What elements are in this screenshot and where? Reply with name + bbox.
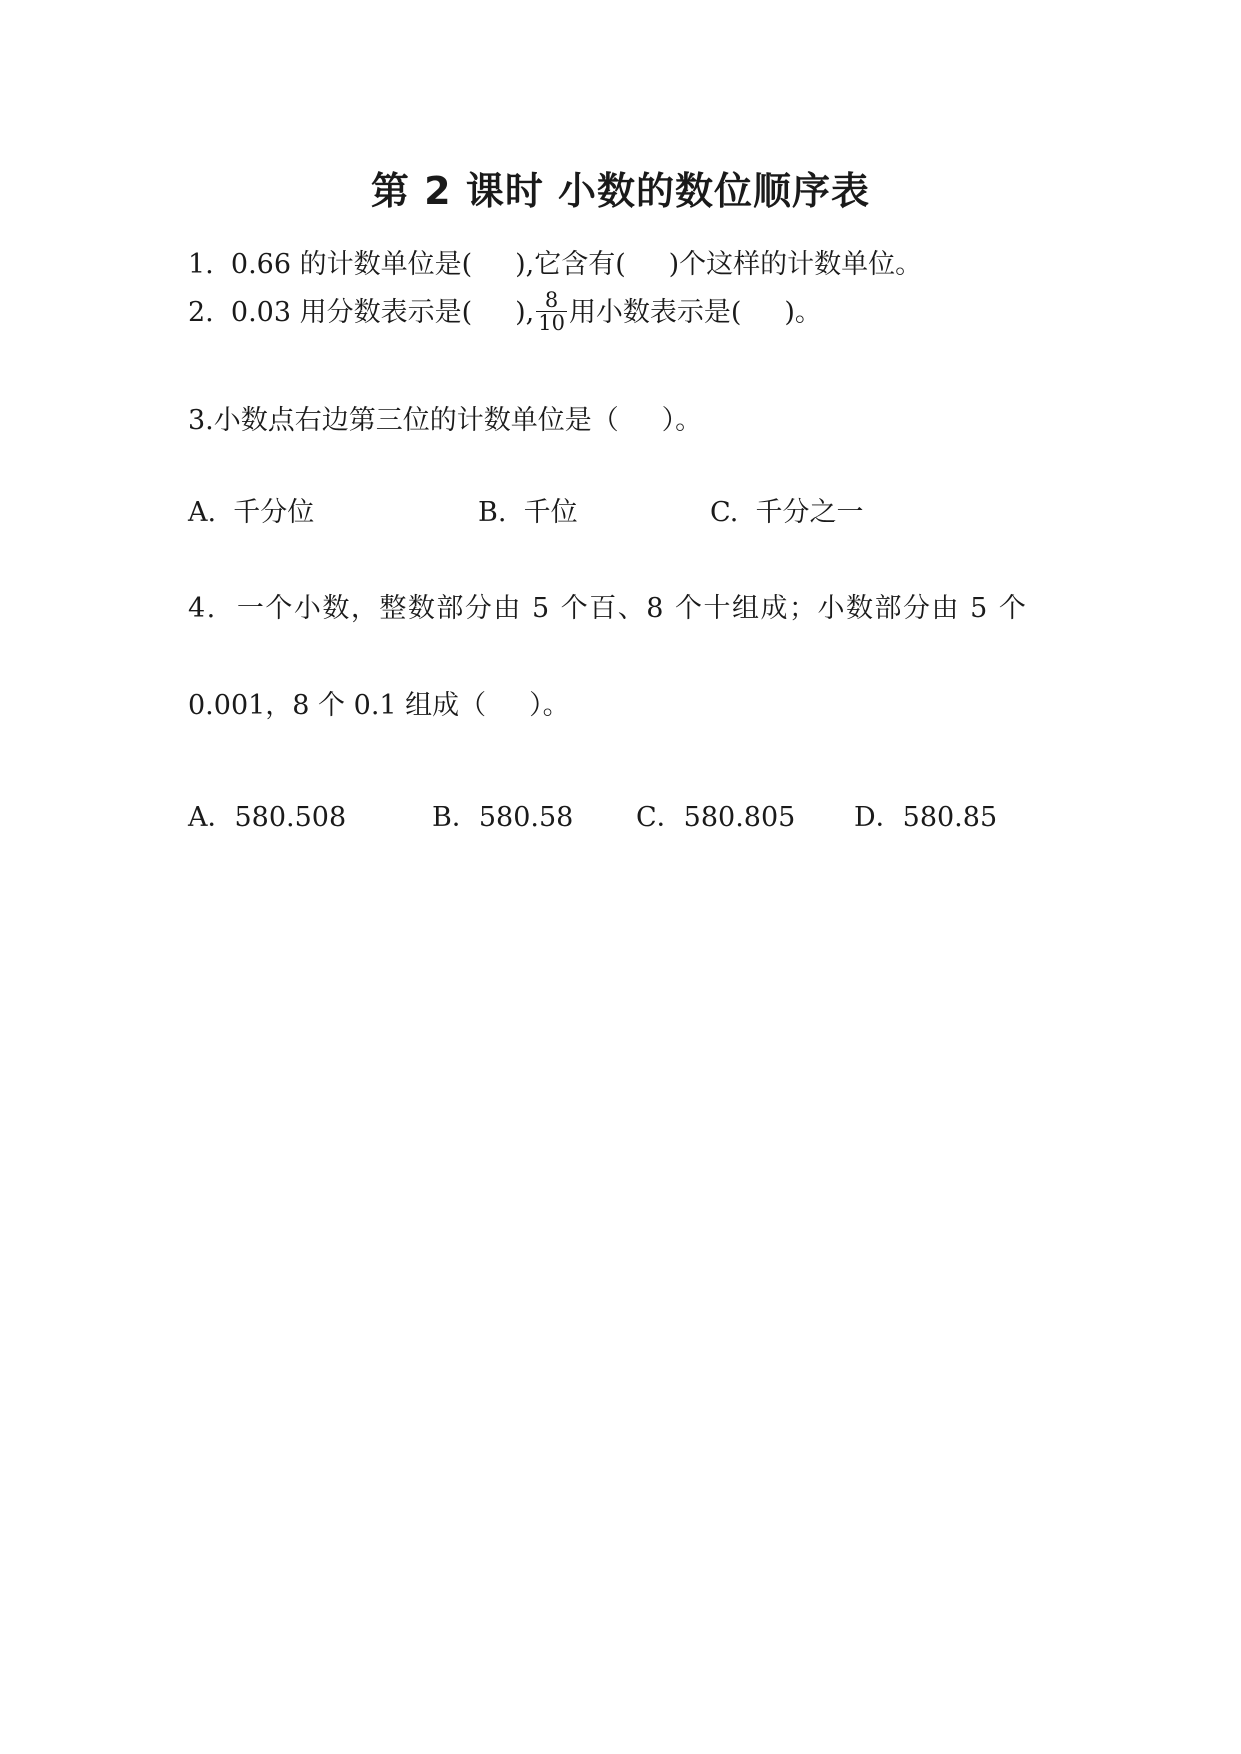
fraction: [536, 289, 567, 334]
question-2: [188, 287, 822, 336]
question-3-option-c: C. 千分之一: [710, 497, 864, 528]
question-3: [188, 398, 702, 437]
page-title: 第 2 课时 小数的数位顺序表: [370, 169, 871, 213]
question-4-option-c: C．580.805: [636, 802, 796, 833]
question-1: [188, 242, 922, 281]
question-4-stem-line-1: 4. 一个小数，整数部分由 5 个百、8 个十组成；小数部分由 5 个: [188, 593, 1028, 624]
question-4-continued: [188, 683, 570, 722]
question-4-option-d: D．580.85: [854, 802, 998, 833]
question-3-stem: 3.小数点右边第三位的计数单位是（ ）。: [188, 405, 703, 436]
question-3-option-b: B. 千位: [478, 497, 578, 528]
question-2-text-before: 2. 0.03 用分数表示是( ),: [188, 297, 535, 328]
question-4: [188, 586, 1027, 625]
question-3-option-a: A. 千分位: [188, 497, 315, 528]
question-4-option-a: A．580.508: [188, 802, 347, 833]
question-4-stem-line-2: 0.001，8 个 0.1 组成（ ）。: [188, 690, 570, 721]
question-1-text: 1. 0.66 的计数单位是( ),它含有( )个这样的计数单位。: [188, 249, 923, 280]
fraction-denominator: 10: [538, 311, 565, 335]
fraction-numerator: 8: [536, 289, 567, 312]
question-4-option-b: B．580.58: [432, 802, 574, 833]
question-2-text-after: 用小数表示是( )。: [568, 297, 822, 328]
